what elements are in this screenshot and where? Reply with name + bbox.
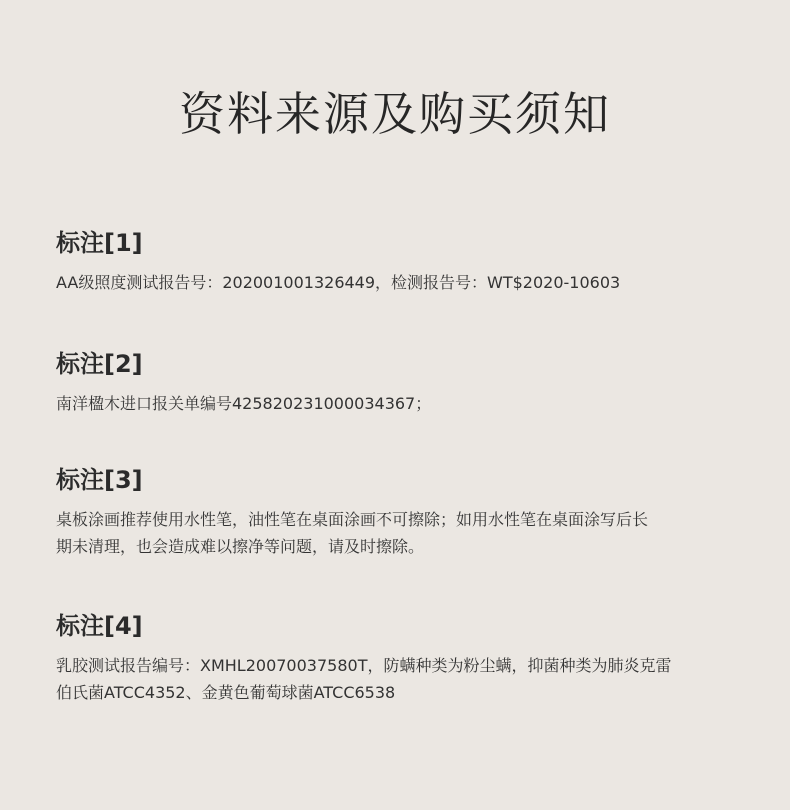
note-heading: 标注[1] (56, 229, 143, 257)
note-line: 南洋楹木进口报关单编号425820231000034367； (56, 394, 432, 413)
note-line: 期未清理，也会造成难以擦净等问题，请及时擦除。 (56, 537, 425, 556)
note-heading: 标注[4] (56, 612, 143, 640)
note-line: 伯氏菌ATCC4352、金黄色葡萄球菌ATCC6538 (56, 683, 396, 702)
note-3 (56, 464, 746, 560)
note-1 (56, 227, 746, 296)
note-heading: 标注[3] (56, 466, 143, 494)
note-heading: 标注[2] (56, 350, 143, 378)
page-title: 资料来源及购买须知 (179, 87, 611, 141)
note-4 (56, 610, 746, 706)
note-2 (56, 348, 746, 417)
note-body (56, 506, 746, 560)
note-body (56, 269, 746, 296)
note-line: AA级照度测试报告号：202001001326449，检测报告号：WT$2020-10603 (56, 273, 621, 292)
note-body (56, 390, 746, 417)
note-line: 乳胶测试报告编号：XMHL20070037580T，防螨种类为粉尘螨，抑菌种类为肺炎克雷 (56, 656, 672, 675)
note-body (56, 652, 746, 706)
note-line: 桌板涂画推荐使用水性笔，油性笔在桌面涂画不可擦除；如用水性笔在桌面涂写后长 (56, 510, 649, 529)
